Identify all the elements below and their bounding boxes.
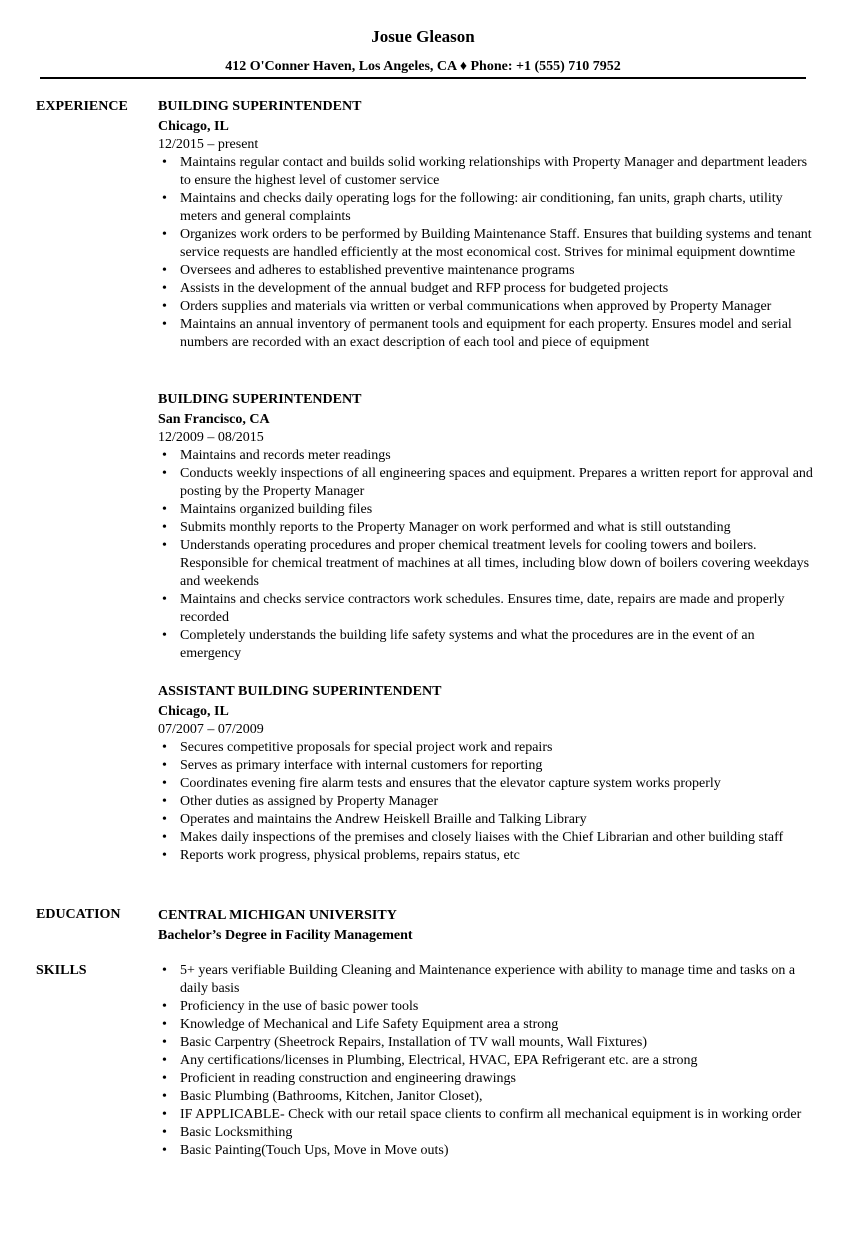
list-item: • Assists in the development of the annual budget and RFP process for budgeted projects (158, 280, 818, 298)
education-entry (158, 907, 818, 945)
skills-bullets (158, 962, 818, 1160)
job-bullets (158, 154, 818, 352)
job-title: ASSISTANT BUILDING SUPERINTENDENT (158, 684, 442, 699)
list-item: • Secures competitive proposals for special project work and repairs (158, 739, 818, 757)
list-item: • Knowledge of Mechanical and Life Safety Equipment area a strong (158, 1016, 818, 1034)
list-item: • Makes daily inspections of the premises and closely liaises with the Chief Librarian and other building staff (158, 829, 818, 847)
experience-label: EXPERIENCE (36, 99, 128, 114)
job-entry-2 (158, 391, 818, 663)
job-bullets (158, 739, 818, 865)
job-location: Chicago, IL (158, 704, 229, 719)
list-item: • 5+ years verifiable Building Cleaning and Maintenance experience with ability to manage time and tasks on a daily basis (158, 962, 818, 998)
list-item: • Completely understands the building life safety systems and what the procedures are in the event of an emergency (158, 627, 818, 663)
job-entry-1 (158, 98, 818, 352)
list-item: • Serves as primary interface with internal customers for reporting (158, 757, 818, 775)
list-item: • Organizes work orders to be performed by Building Maintenance Staff. Ensures that building systems and tenant service requests are handled efficiently at the most economical cost. Strives for minimal equipment downtime (158, 226, 818, 262)
list-item: • Submits monthly reports to the Property Manager on work performed and what is still outstanding (158, 519, 818, 537)
job-location: Chicago, IL (158, 119, 229, 134)
education-label: EDUCATION (36, 907, 121, 922)
list-item: • Maintains and records meter readings (158, 447, 818, 465)
skills-label: SKILLS (36, 963, 87, 978)
list-item: • Oversees and adheres to established preventive maintenance programs (158, 262, 818, 280)
list-item: • Basic Painting(Touch Ups, Move in Move outs) (158, 1142, 818, 1160)
job-dates: 12/2015 – present (158, 137, 259, 152)
degree: Bachelor’s Degree in Facility Management (158, 928, 413, 943)
list-item: • Reports work progress, physical problems, repairs status, etc (158, 847, 818, 865)
contact-line: 412 O'Conner Haven, Los Angeles, CA ♦ Phone: +1 (555) 710 7952 (225, 59, 621, 74)
job-dates: 12/2009 – 08/2015 (158, 430, 264, 445)
header-divider (40, 77, 806, 79)
list-item: • Proficiency in the use of basic power tools (158, 998, 818, 1016)
list-item: • IF APPLICABLE- Check with our retail space clients to confirm all mechanical equipment is in working order (158, 1106, 818, 1124)
list-item: • Basic Plumbing (Bathrooms, Kitchen, Janitor Closet), (158, 1088, 818, 1106)
list-item: • Maintains and checks service contractors work schedules. Ensures time, date, repairs are made and properly recorded (158, 591, 818, 627)
job-entry-3 (158, 683, 818, 865)
list-item: • Basic Carpentry (Sheetrock Repairs, Installation of TV wall mounts, Wall Fixtures) (158, 1034, 818, 1052)
job-title: BUILDING SUPERINTENDENT (158, 99, 362, 114)
list-item: • Maintains organized building files (158, 501, 818, 519)
list-item: • Operates and maintains the Andrew Heiskell Braille and Talking Library (158, 811, 818, 829)
skills-list (158, 962, 818, 1160)
list-item: • Any certifications/licenses in Plumbing, Electrical, HVAC, EPA Refrigerant etc. are a strong (158, 1052, 818, 1070)
candidate-name: Josue Gleason (371, 27, 475, 46)
list-item: • Proficient in reading construction and engineering drawings (158, 1070, 818, 1088)
list-item: • Maintains an annual inventory of permanent tools and equipment for each property. Ensures model and serial numbers are recorded with an exact description of each tool and piece of equipment (158, 316, 818, 352)
list-item: • Conducts weekly inspections of all engineering spaces and equipment. Prepares a written report for approval and posting by the Property Manager (158, 465, 818, 501)
list-item: • Understands operating procedures and proper chemical treatment levels for cooling towers and boilers. Responsible for chemical treatment of machines at all times, including blow down of boilers covering weekdays and weekends (158, 537, 818, 591)
list-item: • Maintains regular contact and builds solid working relationships with Property Manager and department leaders to ensure the highest level of customer service (158, 154, 818, 190)
job-location: San Francisco, CA (158, 412, 270, 427)
list-item: • Orders supplies and materials via written or verbal communications when approved by Property Manager (158, 298, 818, 316)
job-bullets (158, 447, 818, 663)
list-item: • Coordinates evening fire alarm tests and ensures that the elevator capture system works properly (158, 775, 818, 793)
job-dates: 07/2007 – 07/2009 (158, 722, 264, 737)
list-item: • Other duties as assigned by Property Manager (158, 793, 818, 811)
list-item: • Basic Locksmithing (158, 1124, 818, 1142)
school-name: CENTRAL MICHIGAN UNIVERSITY (158, 908, 397, 923)
list-item: • Maintains and checks daily operating logs for the following: air conditioning, fan units, graph charts, utility meters and general complaints (158, 190, 818, 226)
job-title: BUILDING SUPERINTENDENT (158, 392, 362, 407)
